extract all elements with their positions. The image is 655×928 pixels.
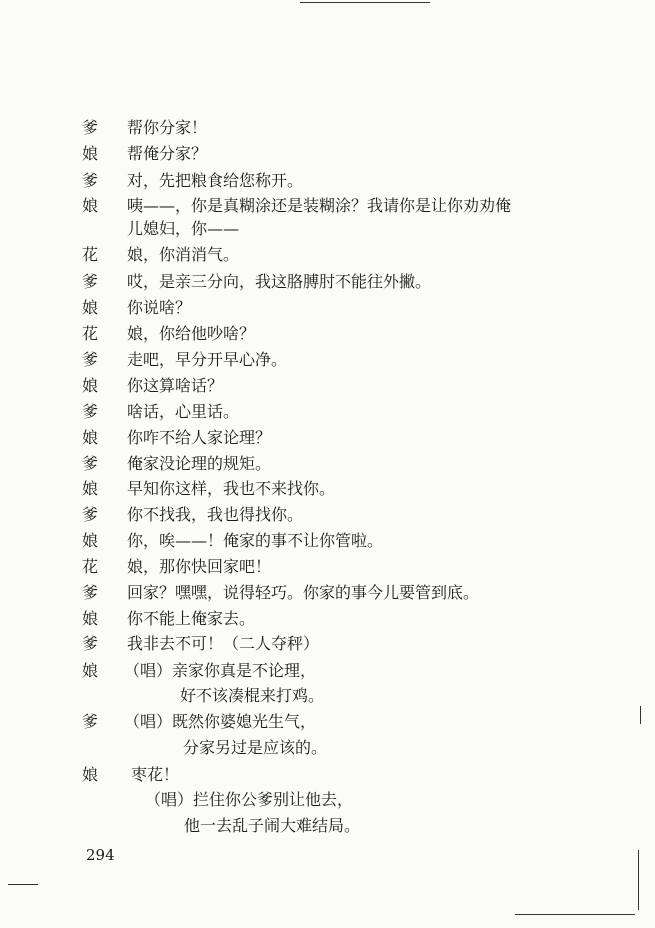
line-text: 你不能上俺家去。	[127, 609, 256, 628]
speaker-label: 娘	[82, 609, 99, 628]
line-text: 娘，你给他吵啥？	[127, 324, 256, 343]
speaker-label: 娘	[82, 479, 99, 498]
line-text: 哎，是亲三分向，我这胳膊肘不能往外撇。	[127, 272, 432, 291]
speaker-label: 爹	[82, 350, 99, 369]
line-text: 俺家没论理的规矩。	[127, 454, 272, 473]
bottom-left-rule	[8, 884, 38, 885]
speaker-label: 花	[82, 324, 99, 343]
page-number: 294	[86, 846, 115, 864]
line-text: 你咋不给人家论理？	[127, 428, 272, 447]
speaker-label: 娘	[82, 531, 99, 550]
line-text: 你这算啥话？	[127, 376, 224, 395]
line-text: 帮你分家！	[127, 118, 208, 137]
line-text: 好不该凑棍来打鸡。	[180, 686, 325, 705]
line-text: 你不找我，我也得找你。	[127, 505, 304, 524]
line-text: 走吧，早分开早心净。	[127, 350, 288, 369]
line-text: 娘，你消消气。	[127, 245, 240, 264]
margin-mark	[638, 850, 639, 910]
line-text: 他一去乱子闹大难结局。	[184, 816, 361, 835]
bottom-edge-rule	[515, 914, 635, 915]
line-text: （唱）既然你婆媳光生气，	[124, 712, 317, 731]
line-text: 你，唉——！俺家的事不让你管啦。	[127, 531, 384, 550]
line-text: 儿媳妇，你——	[127, 219, 240, 238]
speaker-label: 娘	[82, 298, 99, 317]
line-text: 早知你这样，我也不来找你。	[127, 479, 336, 498]
speaker-label: 爹	[82, 505, 99, 524]
line-text: 娘，那你快回家吧！	[127, 557, 272, 576]
line-text: （唱）亲家你真是不论理，	[124, 661, 317, 680]
speaker-label: 娘	[82, 376, 99, 395]
speaker-label: 爹	[82, 634, 99, 653]
line-text: 对，先把粮食给您称开。	[127, 171, 304, 190]
speaker-label: 爹	[82, 712, 99, 731]
line-text: （唱）拦住你公爹别让他去，	[145, 790, 354, 809]
speaker-label: 花	[82, 557, 99, 576]
speaker-label: 娘	[82, 661, 99, 680]
line-text: 帮俺分家？	[127, 144, 208, 163]
speaker-label: 花	[82, 245, 99, 264]
line-text: 啥话，心里话。	[127, 402, 240, 421]
top-edge-rule	[300, 2, 430, 3]
line-text: 枣花！	[131, 765, 180, 784]
line-text: 分家另过是应该的。	[183, 738, 328, 757]
speaker-label: 娘	[82, 765, 99, 784]
speaker-label: 爹	[82, 454, 99, 473]
speaker-label: 爹	[82, 272, 99, 291]
speaker-label: 爹	[82, 171, 99, 190]
speaker-label: 娘	[82, 428, 99, 447]
line-text: 我非去不可！（二人夺秤）	[127, 634, 320, 653]
line-text: 你说啥？	[127, 298, 192, 317]
speaker-label: 娘	[82, 144, 99, 163]
speaker-label: 爹	[82, 402, 99, 421]
line-text: 回家？嘿嘿，说得轻巧。你家的事今儿要管到底。	[127, 583, 480, 602]
margin-mark	[640, 706, 641, 724]
line-text: 咦——，你是真糊涂还是装糊涂？我请你是让你劝劝俺	[127, 196, 512, 215]
speaker-label: 爹	[82, 118, 99, 137]
speaker-label: 娘	[82, 196, 99, 215]
speaker-label: 爹	[82, 583, 99, 602]
